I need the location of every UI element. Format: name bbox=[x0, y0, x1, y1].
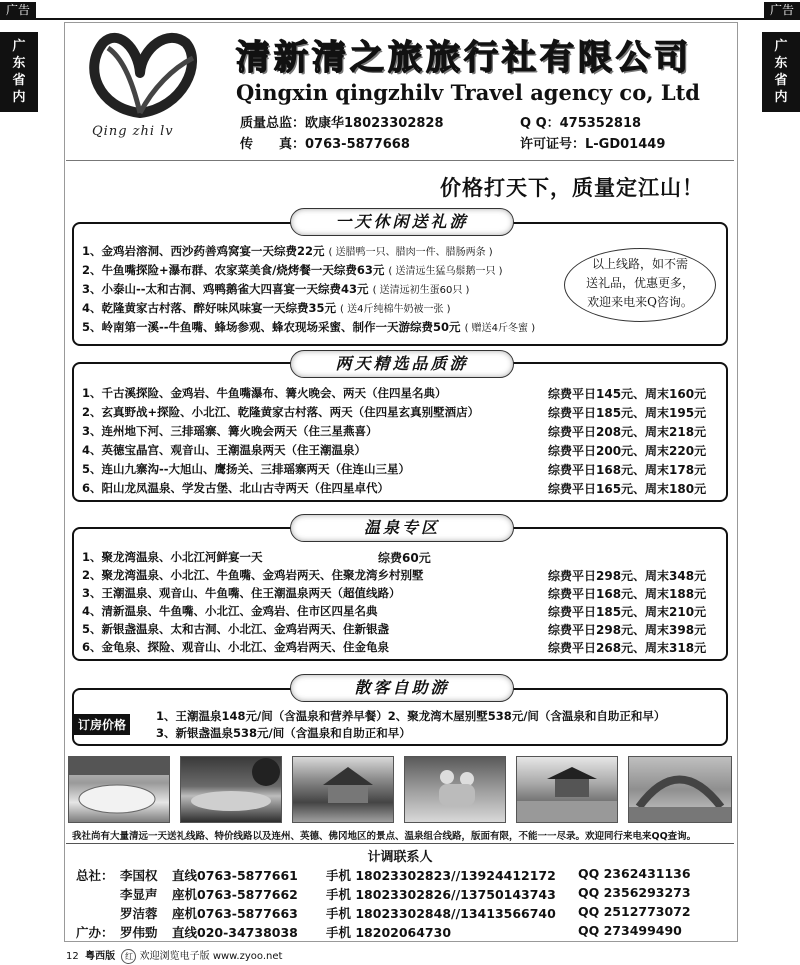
contact-line: 直线020-34738038 bbox=[172, 925, 298, 940]
photo-scenic-gate bbox=[628, 756, 732, 823]
photo-bathers bbox=[404, 756, 506, 823]
footer-website[interactable]: 欢迎浏览电子版 www.zyoo.net bbox=[139, 951, 283, 962]
list-item: 4、英德宝晶宫、观音山、王潮温泉两天（住王潮温泉） bbox=[82, 443, 366, 457]
list-item-price: 综费平日185元、周末210元 bbox=[548, 605, 707, 619]
section-title-self-guided: 散客自助游 bbox=[290, 674, 514, 702]
ad-label-left: 广告 bbox=[0, 2, 36, 18]
photo-pool-shapes bbox=[69, 757, 169, 822]
notice-text: 我社尚有大量清远一天送礼线路、特价线路以及连州、英德、佛冈地区的景点、温泉组合线路，版面有限，不能一一尽录。欢迎同行来电来QQ查询。 bbox=[72, 831, 697, 842]
contact-line: 直线0763-5877661 bbox=[172, 868, 298, 883]
photo-pavilion bbox=[516, 756, 618, 823]
page-footer bbox=[66, 947, 282, 964]
contact-qq: QQ 2362431136 bbox=[578, 866, 691, 881]
contact-mobile: 手机 18023302826//13750143743 bbox=[326, 887, 556, 902]
contact-mobile: 手机 18023302823//13924412172 bbox=[326, 868, 556, 883]
footer-badge-icon: 红 bbox=[121, 949, 136, 964]
contact-name: 罗伟勁 bbox=[120, 925, 158, 940]
contact-title: 计调联系人 bbox=[367, 850, 433, 865]
list-item: 5、岭南第一溪--牛鱼嘴、蜂场参观、蜂农现场采蜜、制作一天游综费50元 ( 赠送4斤冬蜜 ) bbox=[82, 320, 536, 334]
contact-qq: QQ 273499490 bbox=[578, 923, 682, 938]
contact-line: 座机0763-5877663 bbox=[172, 906, 298, 921]
list-item-price: 综费平日200元、周末220元 bbox=[548, 444, 707, 458]
list-item: 3、王潮温泉、观音山、牛鱼嘴、住王潮温泉两天（超值线路） bbox=[82, 586, 401, 600]
photo-garden-pond bbox=[180, 756, 282, 823]
contact-mobile: 手机 18202064730 bbox=[326, 925, 452, 940]
contact-line: 座机0763-5877662 bbox=[172, 887, 298, 902]
photo-bathers-shapes bbox=[405, 757, 505, 822]
license-number: 许可证号：L-GD01449 bbox=[520, 137, 666, 152]
fax-number: 传 真：0763-5877668 bbox=[240, 137, 410, 152]
list-item-price: 综费平日208元、周末218元 bbox=[548, 425, 707, 439]
company-name-cn: 清新清之旅旅行社有限公司 bbox=[236, 38, 692, 78]
page-number: 12 bbox=[66, 951, 79, 962]
company-logo-icon bbox=[78, 28, 208, 123]
list-item-price: 综费平日298元、周末398元 bbox=[548, 623, 707, 637]
section-title-hot-springs: 温泉专区 bbox=[290, 514, 514, 542]
header-divider bbox=[66, 160, 734, 161]
side-label-right: 广 东 省 内 bbox=[762, 32, 800, 112]
photo-gate-shapes bbox=[629, 757, 731, 822]
order-price-label: 订房价格 bbox=[74, 714, 130, 735]
contact-qq: QQ 2512773072 bbox=[578, 904, 691, 919]
section-title-two-day: 两天精选品质游 bbox=[290, 350, 514, 378]
list-item: 5、新银盏温泉、太和古洞、小北江、金鸡岩两天、住新银盏 bbox=[82, 622, 389, 636]
list-item: 3、连州地下河、三排瑶寨、篝火晚会两天（住三星燕喜） bbox=[82, 424, 378, 438]
quality-manager: 质量总监：欧康华18023302828 bbox=[240, 116, 444, 131]
contact-mobile: 手机 18023302848//13413566740 bbox=[326, 906, 556, 921]
photo-pavilion-shapes bbox=[517, 757, 617, 822]
list-item: 4、清新温泉、牛鱼嘴、小北江、金鸡岩、住市区四星名典 bbox=[82, 604, 378, 618]
list-item-price: 综费平日298元、周末348元 bbox=[548, 569, 707, 583]
section-two-day-tours bbox=[72, 362, 728, 502]
list-item: 2、牛鱼嘴探险+瀑布群、农家菜美食/烧烤餐一天综费63元 ( 送清远生猛乌鬃鹅一只 ) bbox=[82, 263, 503, 277]
list-item: 3、小泰山--太和古洞、鸡鸭鹅雀大四喜宴一天综费43元 ( 送清远初生蛋60只 ) bbox=[82, 282, 470, 296]
list-item-price: 综费60元 bbox=[378, 551, 431, 565]
room-price-line-2: 3、新银盏温泉538元/间（含温泉和自助正和早） bbox=[156, 726, 411, 740]
list-item: 1、千古溪探险、金鸡岩、牛鱼嘴瀑布、篝火晚会、两天（住四星名典） bbox=[82, 386, 447, 400]
list-item-price: 综费平日145元、周末160元 bbox=[548, 387, 707, 401]
section-one-day-tours bbox=[72, 222, 728, 346]
list-item: 6、阳山龙凤温泉、学发古堡、北山古寺两天（住四星卓代） bbox=[82, 481, 389, 495]
list-item: 1、金鸡岩溶洞、西沙药善鸡窝宴一天综费22元 ( 送腊鸭一只、腊肉一件、腊肠两条 ) bbox=[82, 244, 493, 258]
list-item-price: 综费平日168元、周末188元 bbox=[548, 587, 707, 601]
list-item-price: 综费平日268元、周末318元 bbox=[548, 641, 707, 655]
list-item: 5、连山九寨沟--大旭山、鹰扬关、三排瑶寨两天（住连山三星） bbox=[82, 462, 411, 476]
ad-label-right: 广告 bbox=[764, 2, 800, 18]
list-item: 6、金龟泉、探险、观音山、小北江、金鸡岩两天、住金龟泉 bbox=[82, 640, 389, 654]
list-item-price: 综费平日168元、周末178元 bbox=[548, 463, 707, 477]
top-divider bbox=[0, 18, 800, 20]
photo-villa-resort bbox=[292, 756, 394, 823]
list-item: 2、玄真野战+探险、小北江、乾隆黄家古村落、两天（住四星玄真别墅酒店） bbox=[82, 405, 480, 419]
side-label-left: 广 东 省 内 bbox=[0, 32, 38, 112]
contact-name: 罗洁蓉 bbox=[120, 906, 158, 921]
slogan: 价格打天下，质量定江山！ bbox=[440, 176, 704, 200]
edition-label: 粤西版 bbox=[85, 951, 116, 962]
photo-villa-shapes bbox=[293, 757, 393, 822]
photo-pond-shapes bbox=[181, 757, 281, 822]
room-price-line-1: 1、王潮温泉148元/间（含温泉和营养早餐）2、聚龙湾木屋别墅538元/间（含温泉和自助正和早） bbox=[156, 709, 666, 723]
list-item: 1、聚龙湾温泉、小北江河鲜宴一天 bbox=[82, 550, 263, 564]
list-item-price: 综费平日185元、周末195元 bbox=[548, 406, 707, 420]
contact-region: 广办： bbox=[76, 925, 114, 940]
contact-name: 李显声 bbox=[120, 887, 158, 902]
contact-divider bbox=[66, 843, 734, 844]
company-name-en: Qingxin qingzhilv Travel agency co, Ltd bbox=[236, 80, 700, 105]
contact-name: 李国权 bbox=[120, 868, 158, 883]
list-item: 4、乾隆黄家古村落、醉好味风味宴一天综费35元 ( 送4斤纯棉牛奶被一张 ) bbox=[82, 301, 451, 315]
logo-text: Qing zhi lv bbox=[92, 124, 174, 139]
section-title-one-day: 一天休闲送礼游 bbox=[290, 208, 514, 236]
list-item: 2、聚龙湾温泉、小北江、牛鱼嘴、金鸡岩两天、住聚龙湾乡村别墅 bbox=[82, 568, 424, 582]
qq-number: Q Q：475352818 bbox=[520, 116, 642, 131]
section-hot-springs bbox=[72, 527, 728, 661]
promo-bubble: 以上线路，如不需 送礼品，优惠更多， 欢迎来电来Q咨询。 bbox=[564, 248, 716, 322]
contact-qq: QQ 2356293273 bbox=[578, 885, 691, 900]
contact-region: 总社： bbox=[76, 868, 114, 883]
list-item-price: 综费平日165元、周末180元 bbox=[548, 482, 707, 496]
photo-hot-spring-pool bbox=[68, 756, 170, 823]
